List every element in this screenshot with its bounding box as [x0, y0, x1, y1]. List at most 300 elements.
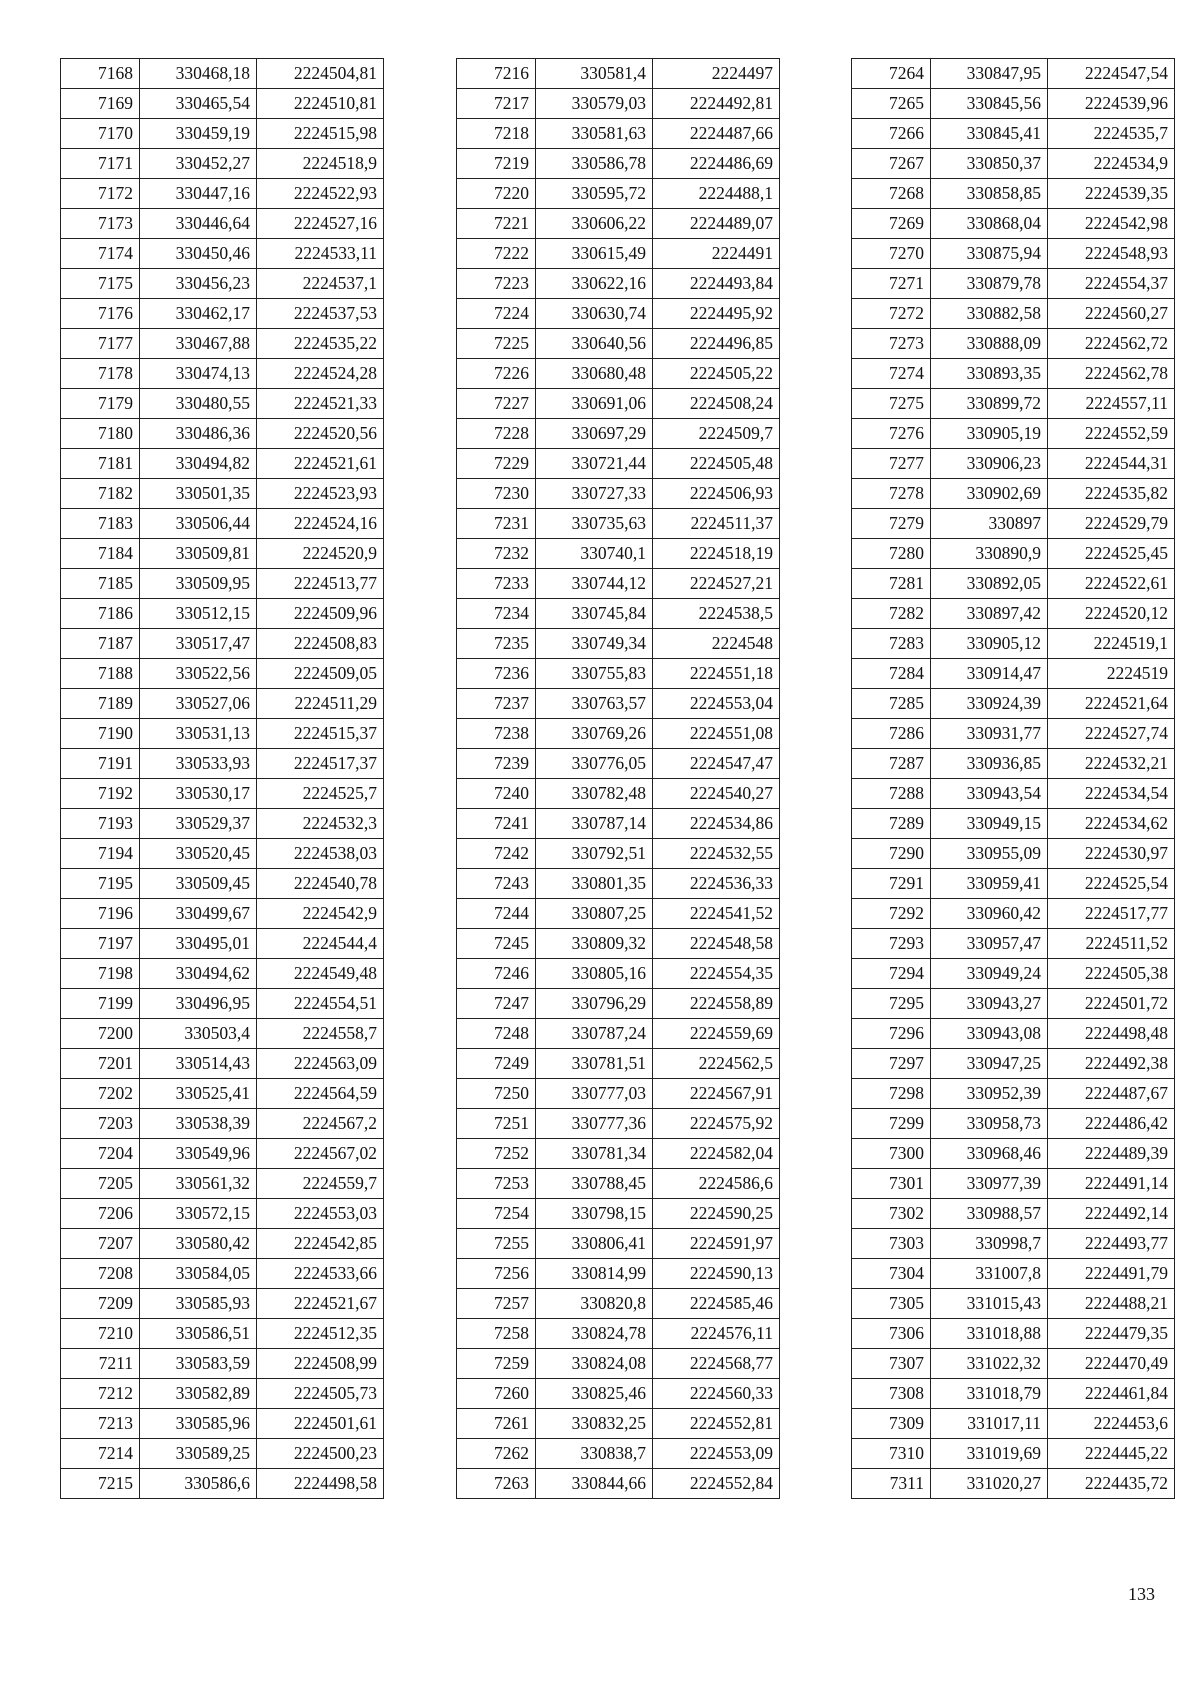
- y-coordinate-cell: 2224486,69: [653, 149, 780, 179]
- table-row: [61, 389, 384, 419]
- table-row: [457, 569, 780, 599]
- table-row: [852, 479, 1175, 509]
- point-number-cell: 7242: [457, 839, 536, 869]
- y-coordinate-cell: 2224505,38: [1048, 959, 1175, 989]
- y-coordinate-cell: 2224542,85: [257, 1229, 384, 1259]
- x-coordinate-cell: 330958,73: [931, 1109, 1048, 1139]
- y-coordinate-cell: 2224560,27: [1048, 299, 1175, 329]
- table-row: [457, 209, 780, 239]
- x-coordinate-cell: 330745,84: [536, 599, 653, 629]
- point-number-cell: 7180: [61, 419, 140, 449]
- point-number-cell: 7172: [61, 179, 140, 209]
- x-coordinate-cell: 330998,7: [931, 1229, 1048, 1259]
- y-coordinate-cell: 2224590,13: [653, 1259, 780, 1289]
- x-coordinate-cell: 330943,08: [931, 1019, 1048, 1049]
- table-row: [61, 359, 384, 389]
- y-coordinate-cell: 2224590,25: [653, 1199, 780, 1229]
- table-row: [61, 809, 384, 839]
- point-number-cell: 7211: [61, 1349, 140, 1379]
- table-row: [61, 299, 384, 329]
- y-coordinate-cell: 2224525,45: [1048, 539, 1175, 569]
- y-coordinate-cell: 2224558,89: [653, 989, 780, 1019]
- table-row: [852, 1289, 1175, 1319]
- table-row: [852, 1319, 1175, 1349]
- point-number-cell: 7179: [61, 389, 140, 419]
- point-number-cell: 7241: [457, 809, 536, 839]
- y-coordinate-cell: 2224461,84: [1048, 1379, 1175, 1409]
- y-coordinate-cell: 2224534,62: [1048, 809, 1175, 839]
- table-row: [457, 239, 780, 269]
- table-row: [457, 449, 780, 479]
- y-coordinate-cell: 2224563,09: [257, 1049, 384, 1079]
- table-row: [457, 1229, 780, 1259]
- y-coordinate-cell: 2224575,92: [653, 1109, 780, 1139]
- point-number-cell: 7306: [852, 1319, 931, 1349]
- y-coordinate-cell: 2224498,58: [257, 1469, 384, 1499]
- x-coordinate-cell: 330740,1: [536, 539, 653, 569]
- point-number-cell: 7300: [852, 1139, 931, 1169]
- x-coordinate-cell: 330977,39: [931, 1169, 1048, 1199]
- point-number-cell: 7210: [61, 1319, 140, 1349]
- table-row: [457, 1079, 780, 1109]
- x-coordinate-cell: 330606,22: [536, 209, 653, 239]
- table-row: [61, 689, 384, 719]
- point-number-cell: 7252: [457, 1139, 536, 1169]
- table-row: [61, 1319, 384, 1349]
- x-coordinate-cell: 330586,78: [536, 149, 653, 179]
- point-number-cell: 7275: [852, 389, 931, 419]
- table-row: [61, 1259, 384, 1289]
- table-row: [852, 119, 1175, 149]
- table-row: [852, 929, 1175, 959]
- x-coordinate-cell: 330525,41: [140, 1079, 257, 1109]
- point-number-cell: 7191: [61, 749, 140, 779]
- point-number-cell: 7176: [61, 299, 140, 329]
- y-coordinate-cell: 2224557,11: [1048, 389, 1175, 419]
- y-coordinate-cell: 2224520,56: [257, 419, 384, 449]
- y-coordinate-cell: 2224512,35: [257, 1319, 384, 1349]
- y-coordinate-cell: 2224532,3: [257, 809, 384, 839]
- point-number-cell: 7299: [852, 1109, 931, 1139]
- y-coordinate-cell: 2224508,24: [653, 389, 780, 419]
- y-coordinate-cell: 2224530,97: [1048, 839, 1175, 869]
- point-number-cell: 7259: [457, 1349, 536, 1379]
- y-coordinate-cell: 2224521,64: [1048, 689, 1175, 719]
- table-row: [457, 269, 780, 299]
- x-coordinate-cell: 330824,78: [536, 1319, 653, 1349]
- x-coordinate-cell: 330960,42: [931, 899, 1048, 929]
- table-row: [61, 869, 384, 899]
- x-coordinate-cell: 330459,19: [140, 119, 257, 149]
- table-row: [457, 1439, 780, 1469]
- x-coordinate-cell: 330805,16: [536, 959, 653, 989]
- point-number-cell: 7308: [852, 1379, 931, 1409]
- y-coordinate-cell: 2224515,98: [257, 119, 384, 149]
- y-coordinate-cell: 2224520,12: [1048, 599, 1175, 629]
- point-number-cell: 7198: [61, 959, 140, 989]
- table-row: [852, 1409, 1175, 1439]
- y-coordinate-cell: 2224567,2: [257, 1109, 384, 1139]
- table-row: [852, 1109, 1175, 1139]
- point-number-cell: 7257: [457, 1289, 536, 1319]
- y-coordinate-cell: 2224533,11: [257, 239, 384, 269]
- point-number-cell: 7260: [457, 1379, 536, 1409]
- point-number-cell: 7297: [852, 1049, 931, 1079]
- y-coordinate-cell: 2224538,03: [257, 839, 384, 869]
- point-number-cell: 7294: [852, 959, 931, 989]
- x-coordinate-cell: 330622,16: [536, 269, 653, 299]
- point-number-cell: 7217: [457, 89, 536, 119]
- y-coordinate-cell: 2224552,84: [653, 1469, 780, 1499]
- point-number-cell: 7251: [457, 1109, 536, 1139]
- point-number-cell: 7261: [457, 1409, 536, 1439]
- x-coordinate-cell: 330586,51: [140, 1319, 257, 1349]
- table-row: [457, 809, 780, 839]
- point-number-cell: 7268: [852, 179, 931, 209]
- x-coordinate-cell: 330879,78: [931, 269, 1048, 299]
- table-row: [457, 719, 780, 749]
- y-coordinate-cell: 2224541,52: [653, 899, 780, 929]
- table-row: [852, 449, 1175, 479]
- point-number-cell: 7288: [852, 779, 931, 809]
- y-coordinate-cell: 2224501,72: [1048, 989, 1175, 1019]
- x-coordinate-cell: 330527,06: [140, 689, 257, 719]
- point-number-cell: 7238: [457, 719, 536, 749]
- table-row: [457, 539, 780, 569]
- point-number-cell: 7248: [457, 1019, 536, 1049]
- point-number-cell: 7218: [457, 119, 536, 149]
- x-coordinate-cell: 330959,41: [931, 869, 1048, 899]
- x-coordinate-cell: 330868,04: [931, 209, 1048, 239]
- x-coordinate-cell: 330691,06: [536, 389, 653, 419]
- table-row: [852, 779, 1175, 809]
- x-coordinate-cell: 330943,27: [931, 989, 1048, 1019]
- y-coordinate-cell: 2224537,1: [257, 269, 384, 299]
- y-coordinate-cell: 2224564,59: [257, 1079, 384, 1109]
- table-row: [457, 479, 780, 509]
- x-coordinate-cell: 330486,36: [140, 419, 257, 449]
- table-row: [852, 179, 1175, 209]
- table-row: [852, 509, 1175, 539]
- table-row: [852, 989, 1175, 1019]
- y-coordinate-cell: 2224505,22: [653, 359, 780, 389]
- y-coordinate-cell: 2224517,77: [1048, 899, 1175, 929]
- y-coordinate-cell: 2224534,54: [1048, 779, 1175, 809]
- y-coordinate-cell: 2224552,59: [1048, 419, 1175, 449]
- point-number-cell: 7192: [61, 779, 140, 809]
- table-row: [457, 779, 780, 809]
- x-coordinate-cell: 330480,55: [140, 389, 257, 419]
- point-number-cell: 7304: [852, 1259, 931, 1289]
- x-coordinate-cell: 330584,05: [140, 1259, 257, 1289]
- x-coordinate-cell: 330825,46: [536, 1379, 653, 1409]
- y-coordinate-cell: 2224542,9: [257, 899, 384, 929]
- y-coordinate-cell: 2224518,9: [257, 149, 384, 179]
- y-coordinate-cell: 2224540,78: [257, 869, 384, 899]
- table-row: [457, 929, 780, 959]
- x-coordinate-cell: 330630,74: [536, 299, 653, 329]
- point-number-cell: 7279: [852, 509, 931, 539]
- y-coordinate-cell: 2224544,31: [1048, 449, 1175, 479]
- y-coordinate-cell: 2224511,52: [1048, 929, 1175, 959]
- x-coordinate-cell: 330450,46: [140, 239, 257, 269]
- point-number-cell: 7244: [457, 899, 536, 929]
- point-number-cell: 7204: [61, 1139, 140, 1169]
- point-number-cell: 7311: [852, 1469, 931, 1499]
- x-coordinate-cell: 330807,25: [536, 899, 653, 929]
- x-coordinate-cell: 330844,66: [536, 1469, 653, 1499]
- table-row: [852, 959, 1175, 989]
- point-number-cell: 7235: [457, 629, 536, 659]
- table-row: [852, 89, 1175, 119]
- point-number-cell: 7227: [457, 389, 536, 419]
- table-row: [852, 569, 1175, 599]
- point-number-cell: 7298: [852, 1079, 931, 1109]
- y-coordinate-cell: 2224560,33: [653, 1379, 780, 1409]
- x-coordinate-cell: 330781,34: [536, 1139, 653, 1169]
- point-number-cell: 7232: [457, 539, 536, 569]
- table-row: [457, 59, 780, 89]
- point-number-cell: 7278: [852, 479, 931, 509]
- table-row: [457, 329, 780, 359]
- point-number-cell: 7226: [457, 359, 536, 389]
- point-number-cell: 7222: [457, 239, 536, 269]
- y-coordinate-cell: 2224529,79: [1048, 509, 1175, 539]
- x-coordinate-cell: 330777,36: [536, 1109, 653, 1139]
- x-coordinate-cell: 330514,43: [140, 1049, 257, 1079]
- x-coordinate-cell: 330792,51: [536, 839, 653, 869]
- y-coordinate-cell: 2224548: [653, 629, 780, 659]
- y-coordinate-cell: 2224489,39: [1048, 1139, 1175, 1169]
- y-coordinate-cell: 2224591,97: [653, 1229, 780, 1259]
- table-row: [61, 899, 384, 929]
- y-coordinate-cell: 2224562,72: [1048, 329, 1175, 359]
- table-row: [61, 1349, 384, 1379]
- table-row: [61, 659, 384, 689]
- table-row: [457, 839, 780, 869]
- point-number-cell: 7181: [61, 449, 140, 479]
- y-coordinate-cell: 2224519: [1048, 659, 1175, 689]
- point-number-cell: 7174: [61, 239, 140, 269]
- table-row: [61, 929, 384, 959]
- x-coordinate-cell: 330809,32: [536, 929, 653, 959]
- table-row: [61, 209, 384, 239]
- point-number-cell: 7170: [61, 119, 140, 149]
- y-coordinate-cell: 2224554,37: [1048, 269, 1175, 299]
- x-coordinate-cell: 330538,39: [140, 1109, 257, 1139]
- table-row: [457, 1049, 780, 1079]
- coordinates-table-middle: [456, 58, 780, 1499]
- table-row: [61, 569, 384, 599]
- table-row: [61, 599, 384, 629]
- x-coordinate-cell: 330468,18: [140, 59, 257, 89]
- table-row: [61, 149, 384, 179]
- x-coordinate-cell: 330579,03: [536, 89, 653, 119]
- x-coordinate-cell: 330615,49: [536, 239, 653, 269]
- x-coordinate-cell: 330697,29: [536, 419, 653, 449]
- table-row: [457, 599, 780, 629]
- y-coordinate-cell: 2224521,67: [257, 1289, 384, 1319]
- point-number-cell: 7177: [61, 329, 140, 359]
- x-coordinate-cell: 330512,15: [140, 599, 257, 629]
- x-coordinate-cell: 330814,99: [536, 1259, 653, 1289]
- point-number-cell: 7183: [61, 509, 140, 539]
- table-row: [852, 749, 1175, 779]
- x-coordinate-cell: 330788,45: [536, 1169, 653, 1199]
- point-number-cell: 7309: [852, 1409, 931, 1439]
- point-number-cell: 7293: [852, 929, 931, 959]
- point-number-cell: 7253: [457, 1169, 536, 1199]
- point-number-cell: 7175: [61, 269, 140, 299]
- x-coordinate-cell: 330936,85: [931, 749, 1048, 779]
- x-coordinate-cell: 330968,46: [931, 1139, 1048, 1169]
- y-coordinate-cell: 2224488,21: [1048, 1289, 1175, 1319]
- y-coordinate-cell: 2224511,37: [653, 509, 780, 539]
- table-row: [61, 239, 384, 269]
- point-number-cell: 7263: [457, 1469, 536, 1499]
- y-coordinate-cell: 2224493,84: [653, 269, 780, 299]
- x-coordinate-cell: 330581,63: [536, 119, 653, 149]
- table-row: [852, 269, 1175, 299]
- y-coordinate-cell: 2224509,7: [653, 419, 780, 449]
- x-coordinate-cell: 330888,09: [931, 329, 1048, 359]
- y-coordinate-cell: 2224525,7: [257, 779, 384, 809]
- point-number-cell: 7230: [457, 479, 536, 509]
- table-row: [61, 989, 384, 1019]
- table-row: [61, 179, 384, 209]
- x-coordinate-cell: 330522,56: [140, 659, 257, 689]
- point-number-cell: 7280: [852, 539, 931, 569]
- y-coordinate-cell: 2224535,22: [257, 329, 384, 359]
- table-row: [852, 1139, 1175, 1169]
- point-number-cell: 7225: [457, 329, 536, 359]
- table-row: [852, 1469, 1175, 1499]
- y-coordinate-cell: 2224553,09: [653, 1439, 780, 1469]
- point-number-cell: 7240: [457, 779, 536, 809]
- x-coordinate-cell: 330820,8: [536, 1289, 653, 1319]
- table-row: [852, 419, 1175, 449]
- x-coordinate-cell: 330509,45: [140, 869, 257, 899]
- point-number-cell: 7307: [852, 1349, 931, 1379]
- point-number-cell: 7212: [61, 1379, 140, 1409]
- x-coordinate-cell: 331015,43: [931, 1289, 1048, 1319]
- x-coordinate-cell: 330824,08: [536, 1349, 653, 1379]
- x-coordinate-cell: 330924,39: [931, 689, 1048, 719]
- table-row: [61, 1229, 384, 1259]
- point-number-cell: 7220: [457, 179, 536, 209]
- x-coordinate-cell: 330509,95: [140, 569, 257, 599]
- x-coordinate-cell: 330533,93: [140, 749, 257, 779]
- y-coordinate-cell: 2224500,23: [257, 1439, 384, 1469]
- y-coordinate-cell: 2224535,82: [1048, 479, 1175, 509]
- table-row: [852, 659, 1175, 689]
- x-coordinate-cell: 331019,69: [931, 1439, 1048, 1469]
- point-number-cell: 7234: [457, 599, 536, 629]
- point-number-cell: 7264: [852, 59, 931, 89]
- x-coordinate-cell: 330988,57: [931, 1199, 1048, 1229]
- point-number-cell: 7256: [457, 1259, 536, 1289]
- x-coordinate-cell: 330806,41: [536, 1229, 653, 1259]
- point-number-cell: 7168: [61, 59, 140, 89]
- x-coordinate-cell: 330763,57: [536, 689, 653, 719]
- table-row: [61, 1079, 384, 1109]
- y-coordinate-cell: 2224548,58: [653, 929, 780, 959]
- y-coordinate-cell: 2224520,9: [257, 539, 384, 569]
- table-row: [852, 539, 1175, 569]
- x-coordinate-cell: 330589,25: [140, 1439, 257, 1469]
- point-number-cell: 7258: [457, 1319, 536, 1349]
- x-coordinate-cell: 330847,95: [931, 59, 1048, 89]
- y-coordinate-cell: 2224547,54: [1048, 59, 1175, 89]
- table-row: [457, 89, 780, 119]
- y-coordinate-cell: 2224510,81: [257, 89, 384, 119]
- y-coordinate-cell: 2224582,04: [653, 1139, 780, 1169]
- table-row: [457, 1469, 780, 1499]
- y-coordinate-cell: 2224558,7: [257, 1019, 384, 1049]
- y-coordinate-cell: 2224470,49: [1048, 1349, 1175, 1379]
- x-coordinate-cell: 330495,01: [140, 929, 257, 959]
- y-coordinate-cell: 2224453,6: [1048, 1409, 1175, 1439]
- y-coordinate-cell: 2224505,73: [257, 1379, 384, 1409]
- x-coordinate-cell: 330582,89: [140, 1379, 257, 1409]
- y-coordinate-cell: 2224492,81: [653, 89, 780, 119]
- y-coordinate-cell: 2224539,35: [1048, 179, 1175, 209]
- x-coordinate-cell: 330749,34: [536, 629, 653, 659]
- y-coordinate-cell: 2224586,6: [653, 1169, 780, 1199]
- point-number-cell: 7236: [457, 659, 536, 689]
- point-number-cell: 7221: [457, 209, 536, 239]
- x-coordinate-cell: 330957,47: [931, 929, 1048, 959]
- y-coordinate-cell: 2224559,7: [257, 1169, 384, 1199]
- y-coordinate-cell: 2224501,61: [257, 1409, 384, 1439]
- y-coordinate-cell: 2224521,61: [257, 449, 384, 479]
- x-coordinate-cell: 330496,95: [140, 989, 257, 1019]
- x-coordinate-cell: 330893,35: [931, 359, 1048, 389]
- point-number-cell: 7267: [852, 149, 931, 179]
- x-coordinate-cell: 330798,15: [536, 1199, 653, 1229]
- point-number-cell: 7255: [457, 1229, 536, 1259]
- point-number-cell: 7237: [457, 689, 536, 719]
- point-number-cell: 7202: [61, 1079, 140, 1109]
- table-row: [457, 389, 780, 419]
- x-coordinate-cell: 330897,42: [931, 599, 1048, 629]
- y-coordinate-cell: 2224522,93: [257, 179, 384, 209]
- x-coordinate-cell: 330777,03: [536, 1079, 653, 1109]
- y-coordinate-cell: 2224527,21: [653, 569, 780, 599]
- x-coordinate-cell: 330776,05: [536, 749, 653, 779]
- y-coordinate-cell: 2224554,35: [653, 959, 780, 989]
- table-row: [852, 719, 1175, 749]
- point-number-cell: 7189: [61, 689, 140, 719]
- point-number-cell: 7195: [61, 869, 140, 899]
- point-number-cell: 7291: [852, 869, 931, 899]
- table-row: [852, 809, 1175, 839]
- table-row: [852, 599, 1175, 629]
- point-number-cell: 7214: [61, 1439, 140, 1469]
- point-number-cell: 7282: [852, 599, 931, 629]
- y-coordinate-cell: 2224562,5: [653, 1049, 780, 1079]
- table-row: [61, 1409, 384, 1439]
- point-number-cell: 7239: [457, 749, 536, 779]
- point-number-cell: 7199: [61, 989, 140, 1019]
- y-coordinate-cell: 2224532,21: [1048, 749, 1175, 779]
- y-coordinate-cell: 2224493,77: [1048, 1229, 1175, 1259]
- point-number-cell: 7201: [61, 1049, 140, 1079]
- table-row: [457, 689, 780, 719]
- table-row: [457, 959, 780, 989]
- x-coordinate-cell: 330447,16: [140, 179, 257, 209]
- point-number-cell: 7228: [457, 419, 536, 449]
